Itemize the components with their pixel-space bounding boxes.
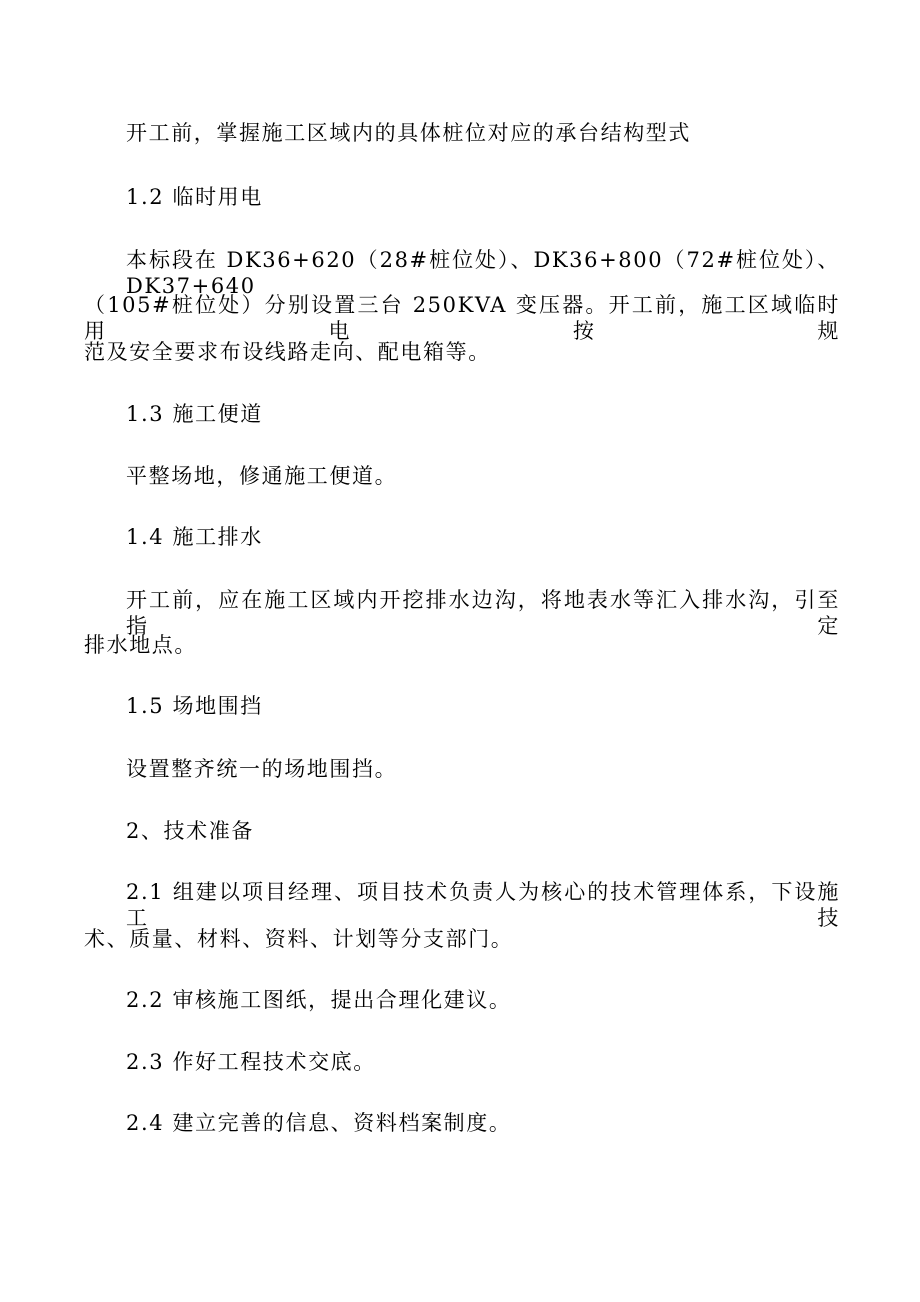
paragraph-transformers-line-3: 范及安全要求布设线路走向、配电箱等。 xyxy=(84,340,491,364)
paragraph-level-site: 平整场地，修通施工便道。 xyxy=(126,464,398,488)
section-heading-drainage: 1.4 施工排水 xyxy=(126,525,263,549)
paragraph-drainage-line-2: 排水地点。 xyxy=(84,633,197,657)
section-heading-construction-road: 1.3 施工便道 xyxy=(126,402,263,426)
paragraph-management-system-line-2: 术、质量、材料、资料、计划等分支部门。 xyxy=(84,927,514,951)
paragraph-transformers-line-1: 本标段在 DK36+620（28#桩位处）、DK36+800（72#桩位处）、DK37+640 xyxy=(126,248,840,298)
section-heading-site-fence: 1.5 场地围挡 xyxy=(126,694,263,718)
paragraph-transformers-line-2: （105#桩位处）分别设置三台 250KVA 变压器。开工前，施工区域临时用电按规 xyxy=(84,293,840,343)
section-heading-technical-preparation: 2、技术准备 xyxy=(126,819,254,843)
paragraph-pile-structure: 开工前，掌握施工区域内的具体桩位对应的承台结构型式 xyxy=(126,121,691,145)
paragraph-technical-briefing: 2.3 作好工程技术交底。 xyxy=(126,1050,376,1074)
paragraph-site-fence: 设置整齐统一的场地围挡。 xyxy=(126,757,398,781)
section-heading-temporary-power: 1.2 临时用电 xyxy=(126,185,263,209)
paragraph-review-drawings: 2.2 审核施工图纸，提出合理化建议。 xyxy=(126,988,512,1012)
paragraph-archive-system: 2.4 建立完善的信息、资料档案制度。 xyxy=(126,1111,512,1135)
paragraph-management-system-line-1: 2.1 组建以项目经理、项目技术负责人为核心的技术管理体系，下设施工技 xyxy=(126,880,840,930)
paragraph-drainage-line-1: 开工前，应在施工区域内开挖排水边沟，将地表水等汇入排水沟，引至指定 xyxy=(126,588,840,638)
